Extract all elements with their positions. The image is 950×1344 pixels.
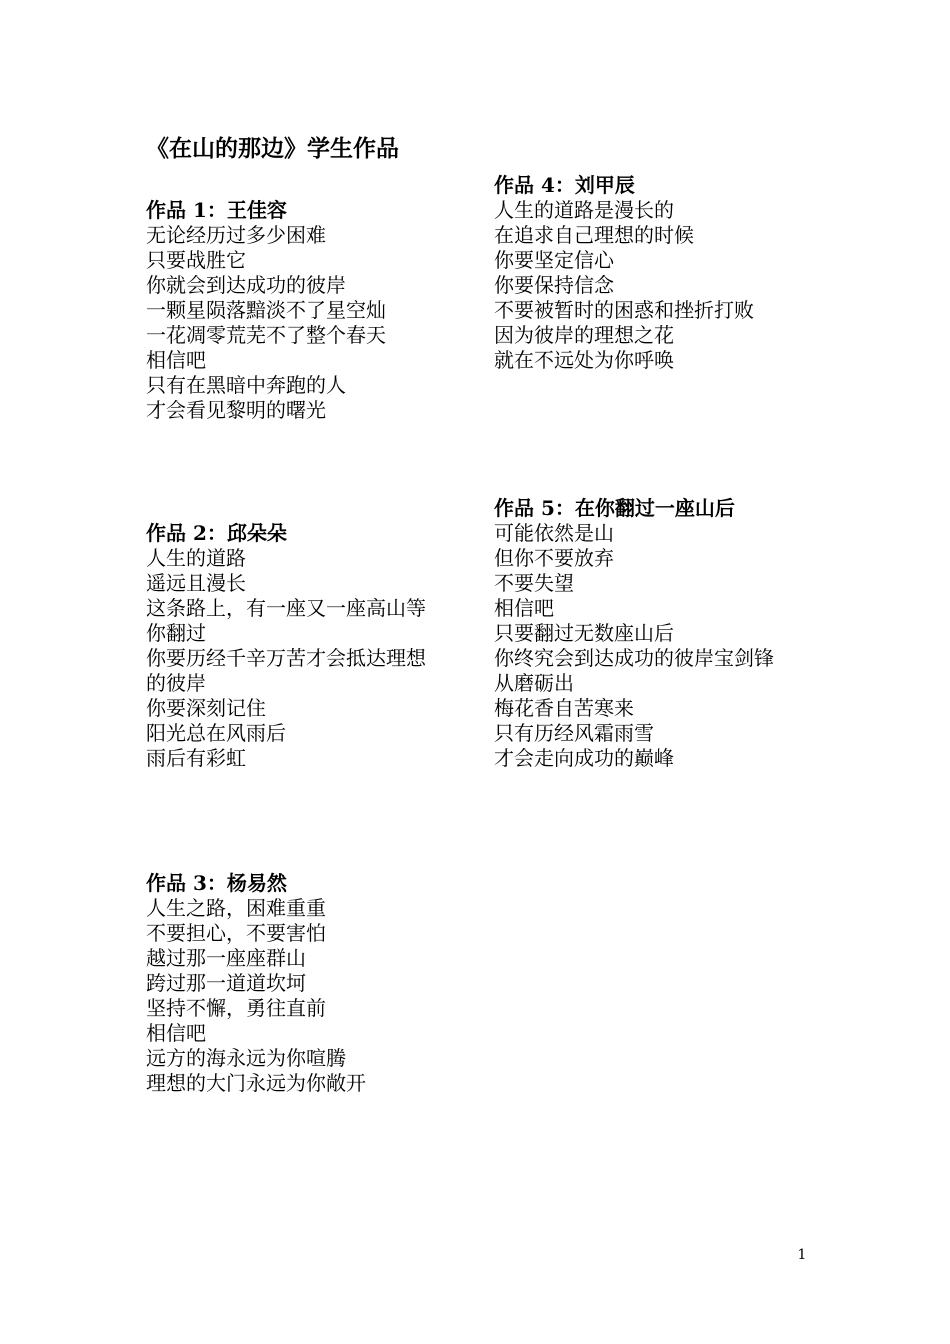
poem-line: 从磨砺出	[494, 671, 574, 695]
poem-heading: 作品 5：在你翻过一座山后	[494, 496, 735, 520]
poem-line: 只要战胜它	[146, 248, 246, 272]
poem-line: 人生之路，困难重重	[146, 896, 326, 920]
poem-heading: 作品 3：杨易然	[146, 871, 287, 895]
poem-line: 但你不要放弃	[494, 546, 614, 570]
poem-line: 可能依然是山	[494, 521, 614, 545]
poem-line: 远方的海永远为你喧腾	[146, 1046, 346, 1070]
poem-line: 不要担心，不要害怕	[146, 921, 326, 945]
poem-line: 只有在黑暗中奔跑的人	[146, 373, 346, 397]
poem-line: 越过那一座座群山	[146, 946, 306, 970]
poem-line: 就在不远处为你呼唤	[494, 348, 674, 372]
poem-line: 一颗星陨落黯淡不了星空灿	[146, 298, 386, 322]
poem-line: 相信吧	[146, 348, 206, 372]
poem-heading: 作品 1：王佳容	[146, 198, 287, 222]
poem-line: 理想的大门永远为你敞开	[146, 1071, 366, 1095]
poem-heading: 作品 4：刘甲辰	[494, 173, 635, 197]
poem-line: 不要被暂时的困惑和挫折打败	[494, 298, 754, 322]
poem-line: 你要坚定信心	[494, 248, 614, 272]
poem-line: 一花凋零荒芜不了整个春天	[146, 323, 386, 347]
poem-line: 才会走向成功的巅峰	[494, 746, 674, 770]
poem-line: 的彼岸	[146, 671, 206, 695]
poem-heading: 作品 2：邱朵朵	[146, 521, 287, 545]
poem-line: 这条路上，有一座又一座高山等	[146, 596, 426, 620]
poem-line: 无论经历过多少困难	[146, 223, 326, 247]
poem-entry-5	[494, 496, 814, 771]
poem-line: 人生的道路	[146, 546, 246, 570]
poem-line: 才会看见黎明的曙光	[146, 398, 326, 422]
poem-line: 你就会到达成功的彼岸	[146, 273, 346, 297]
poem-line: 只有历经风霜雨雪	[494, 721, 654, 745]
poem-entry-4	[494, 173, 814, 373]
poem-line: 跨过那一道道坎坷	[146, 971, 306, 995]
poem-line: 相信吧	[146, 1021, 206, 1045]
poem-line: 你终究会到达成功的彼岸宝剑锋	[494, 646, 774, 670]
page-number: 1	[797, 1247, 807, 1263]
poem-line: 在追求自己理想的时候	[494, 223, 694, 247]
poem-entry-1	[146, 198, 466, 423]
poem-line: 坚持不懈，勇往直前	[146, 996, 326, 1020]
poem-line: 遥远且漫长	[146, 571, 246, 595]
poem-line: 相信吧	[494, 596, 554, 620]
poem-line: 因为彼岸的理想之花	[494, 323, 674, 347]
poem-line: 阳光总在风雨后	[146, 721, 286, 745]
page-title: 《在山的那边》学生作品	[146, 135, 399, 162]
poem-line: 梅花香自苦寒来	[494, 696, 634, 720]
poem-entry-3	[146, 871, 466, 1096]
poem-line: 只要翻过无数座山后	[494, 621, 674, 645]
poem-line: 你要深刻记住	[146, 696, 266, 720]
poem-line: 不要失望	[494, 571, 574, 595]
poem-line: 雨后有彩虹	[146, 746, 246, 770]
poem-line: 人生的道路是漫长的	[494, 198, 674, 222]
poem-line: 你要保持信念	[494, 273, 614, 297]
poem-line: 你要历经千辛万苦才会抵达理想	[146, 646, 426, 670]
poem-entry-2	[146, 521, 466, 771]
poem-line: 你翻过	[146, 621, 206, 645]
